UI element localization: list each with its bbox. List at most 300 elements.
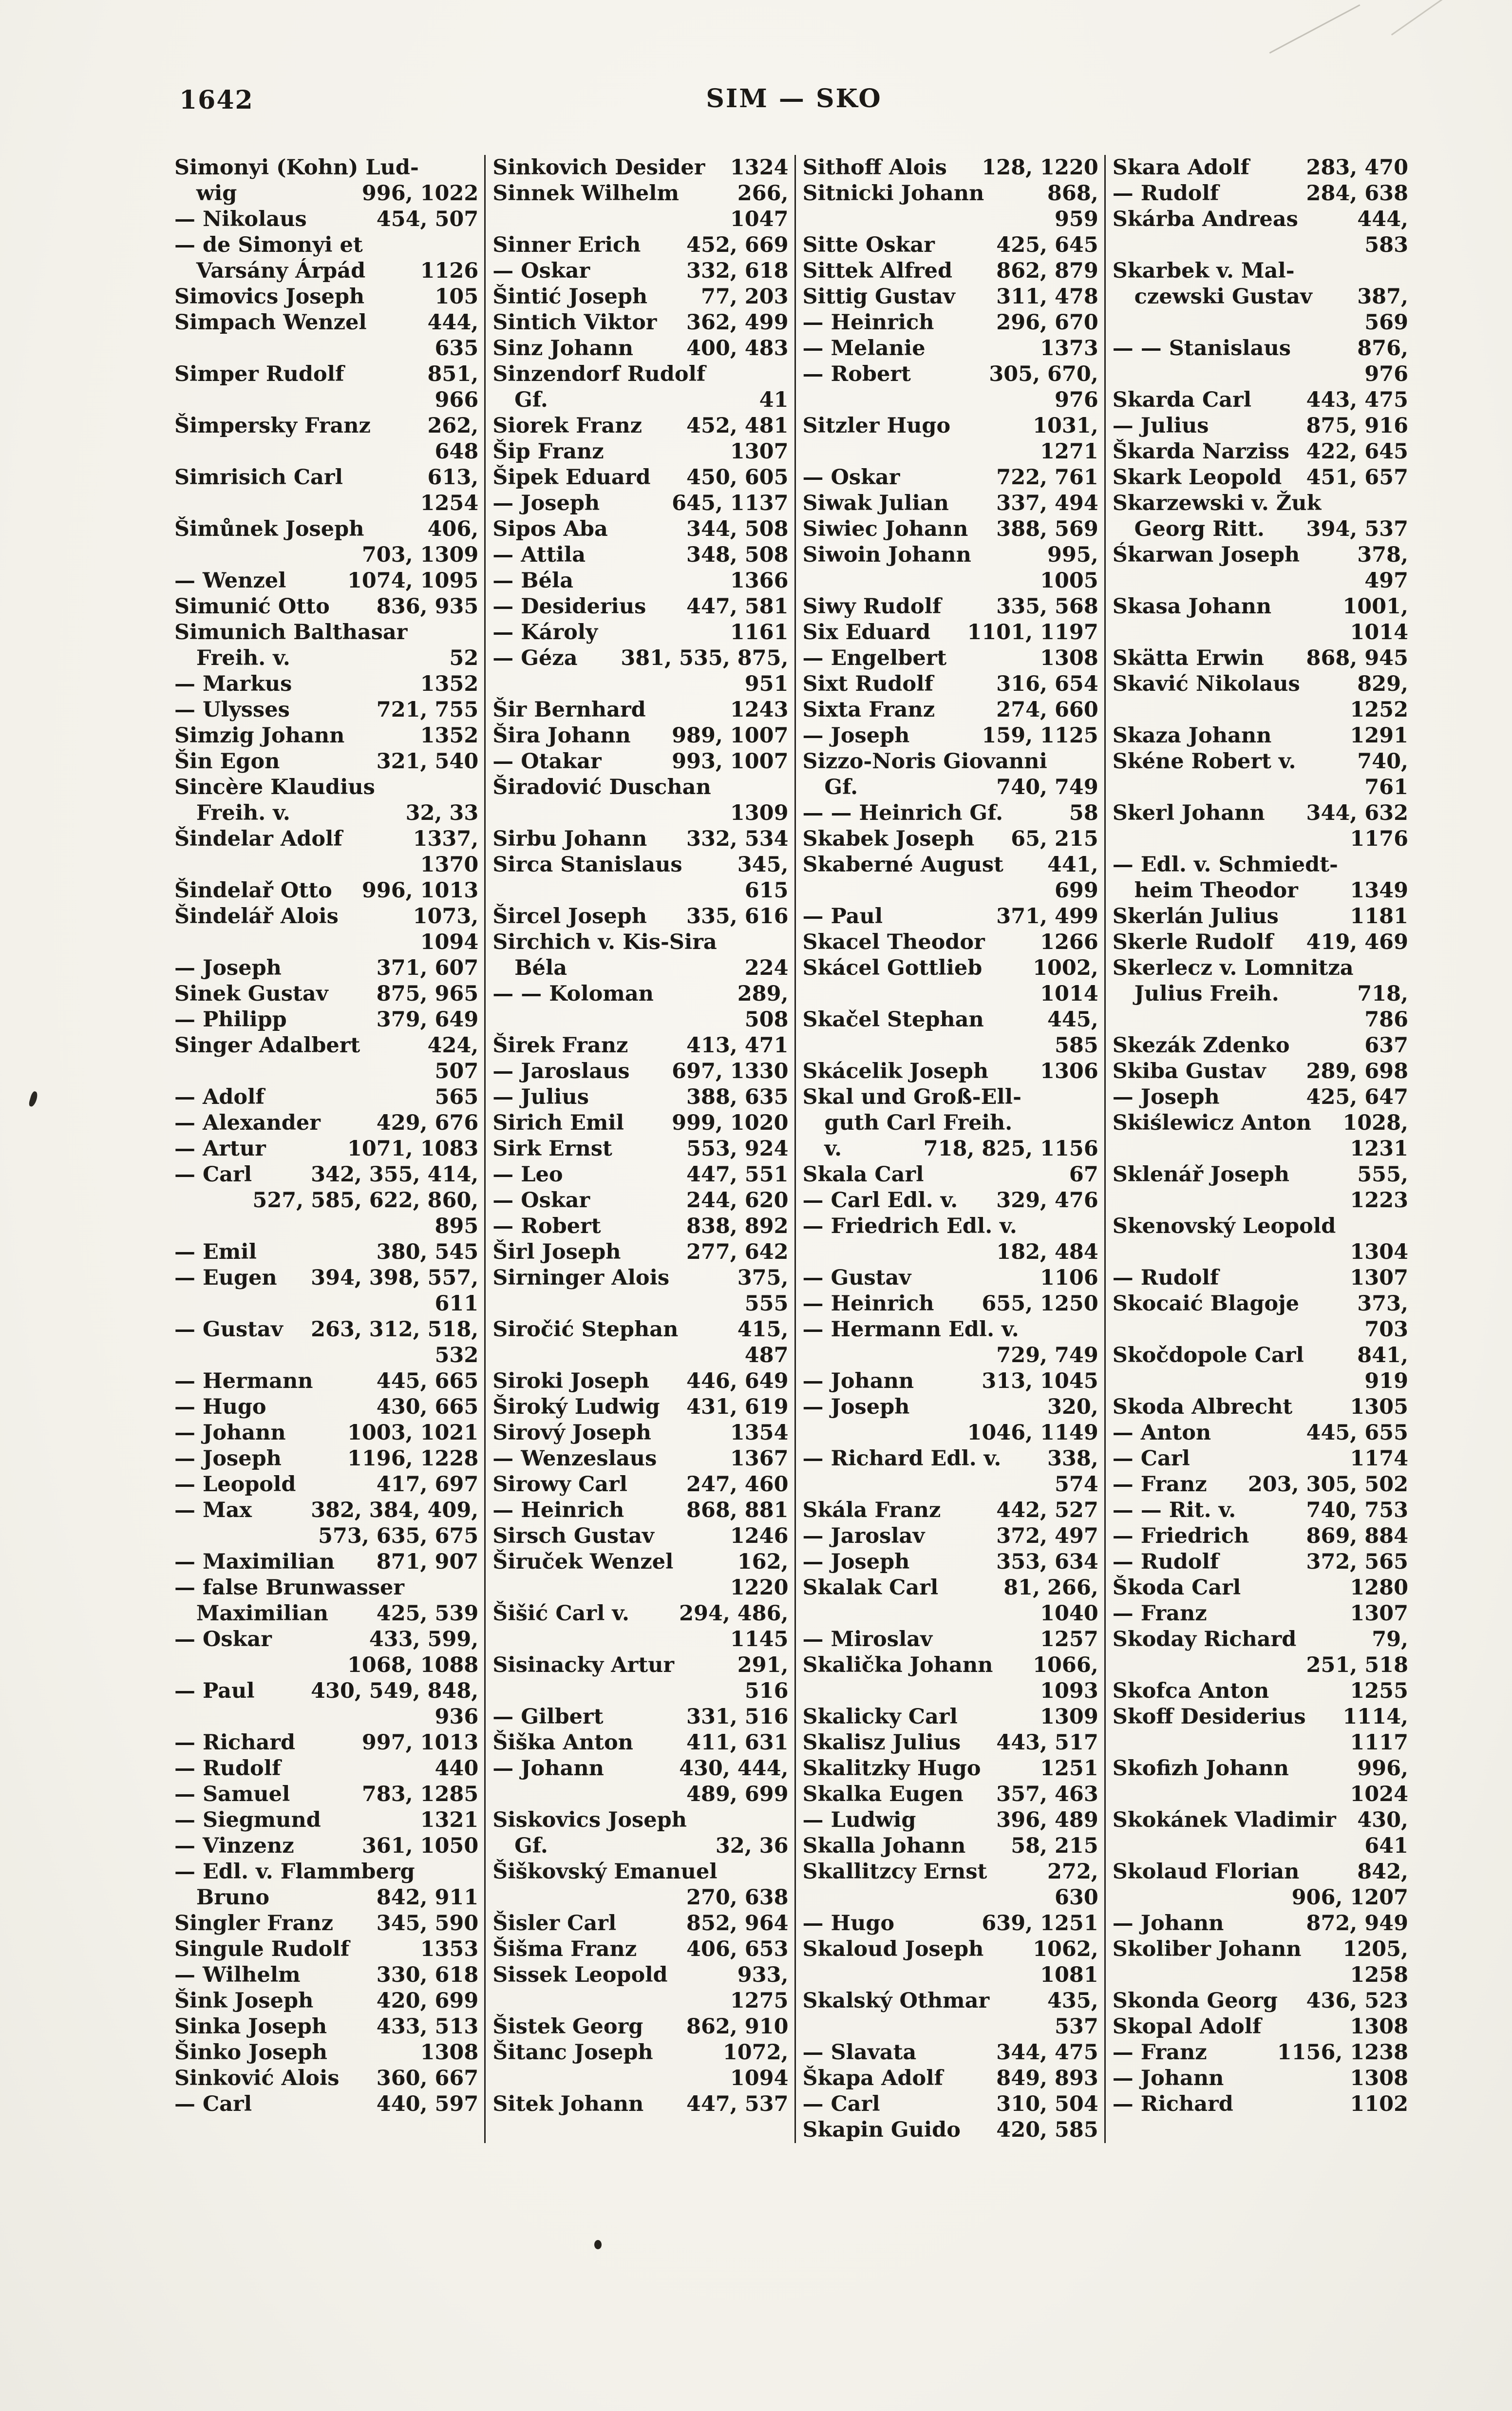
index-line — [174, 2066, 478, 2091]
index-line — [174, 232, 478, 258]
index-line — [492, 1807, 788, 1833]
entry-name: Skačel Stephan — [802, 1007, 984, 1032]
entry-name: — Gustav — [802, 1266, 911, 1290]
entry-name: Skofizh Johann — [1112, 1756, 1289, 1781]
entry-pages: 1251 — [1040, 1756, 1098, 1781]
index-line — [803, 1936, 1098, 1962]
entry-pages: 32, 33 — [405, 801, 479, 825]
index-line — [803, 568, 1098, 594]
index-line — [174, 800, 478, 826]
index-line — [492, 1394, 788, 1420]
index-line — [174, 723, 478, 749]
index-line — [1113, 232, 1408, 258]
index-line — [1113, 1859, 1408, 1885]
index-line — [803, 1446, 1098, 1472]
index-line — [492, 1188, 788, 1214]
index-line — [492, 258, 788, 284]
index-line — [492, 1033, 788, 1059]
entry-name: — Gilbert — [492, 1705, 604, 1729]
entry-name: — Siegmund — [174, 1808, 321, 1832]
entry-name: Sklenář Joseph — [1112, 1162, 1289, 1187]
entry-name: Škarda Narziss — [1112, 439, 1290, 464]
index-line — [803, 2040, 1098, 2066]
entry-pages: 433, 513 — [376, 2014, 479, 2039]
entry-name: Skoff Desiderius — [1112, 1705, 1306, 1729]
entry-pages: 443, 475 — [1306, 388, 1408, 412]
entry-name: Skofca Anton — [1112, 1679, 1269, 1703]
entry-name: Sirový Joseph — [492, 1421, 651, 1445]
entry-name: — Béla — [492, 569, 574, 593]
entry-name: Skalicky Carl — [802, 1705, 958, 1729]
entry-pages: 1101, 1197 — [967, 620, 1098, 645]
index-line — [1113, 516, 1408, 542]
entry-name: Skallitzcy Ernst — [802, 1860, 987, 1884]
entry-name: — — Koloman — [492, 982, 654, 1006]
entry-name: Freih. v. — [174, 801, 290, 825]
entry-name: Skarzewski v. Žuk — [1112, 491, 1322, 515]
entry-name: Šišma Franz — [492, 1937, 637, 1961]
entry-name: Sincère Klaudius — [174, 775, 375, 799]
index-line — [1113, 207, 1408, 232]
index-line — [174, 1007, 478, 1033]
entry-name: Sinkovich Desider — [492, 155, 705, 180]
entry-pages: 1094 — [730, 2066, 789, 2090]
entry-name: Simonyi (Kohn) Lud- — [174, 155, 419, 180]
entry-name: Sitte Oskar — [802, 233, 935, 257]
entry-pages: 431, 619 — [686, 1395, 789, 1419]
index-line — [803, 1007, 1098, 1033]
entry-pages: 1005 — [1040, 569, 1098, 593]
index-line — [492, 491, 788, 516]
entry-name: Šisler Carl — [492, 1911, 617, 1936]
entry-pages: 283, 470 — [1306, 155, 1408, 180]
index-line — [174, 697, 478, 723]
entry-name: Skarda Carl — [1112, 388, 1252, 412]
entry-pages: 1353 — [420, 1937, 479, 1961]
entry-pages: 697, 1330 — [672, 1059, 789, 1083]
entry-pages: 489, 699 — [686, 1782, 789, 1806]
index-line — [174, 2040, 478, 2066]
index-line — [1113, 2091, 1408, 2117]
index-line — [1113, 1343, 1408, 1368]
index-line — [1113, 1420, 1408, 1446]
entry-pages: 430, 549, 848, — [311, 1679, 479, 1703]
index-line — [174, 1549, 478, 1575]
index-line — [1113, 955, 1408, 981]
entry-name: Siwak Julian — [802, 491, 949, 515]
entry-name: Šindelar Adolf — [174, 827, 342, 851]
entry-pages: 1031, — [1033, 414, 1098, 438]
entry-pages: 1174 — [1350, 1446, 1408, 1471]
entry-pages: 425, 645 — [996, 233, 1098, 257]
entry-pages: 251, 518 — [1306, 1653, 1408, 1677]
entry-name: Širuček Wenzel — [492, 1550, 674, 1574]
entry-name: Šintić Joseph — [492, 285, 648, 309]
entry-name: Sirca Stanislaus — [492, 853, 682, 877]
entry-pages: 1002, — [1033, 956, 1098, 980]
entry-name: Šitanc Joseph — [492, 2040, 653, 2065]
entry-pages: 362, 499 — [686, 310, 789, 335]
entry-pages: 344, 475 — [996, 2040, 1098, 2065]
entry-name: — Edl. v. Flammberg — [174, 1860, 415, 1884]
entry-pages: 703 — [1364, 1317, 1408, 1342]
index-line — [174, 1911, 478, 1936]
index-line — [803, 826, 1098, 852]
index-line — [174, 1627, 478, 1652]
entry-name: — Hermann Edl. v. — [802, 1317, 1019, 1342]
entry-pages: 565 — [435, 1085, 479, 1109]
entry-pages: 446, 649 — [686, 1369, 789, 1393]
entry-name: Siročić Stephan — [492, 1317, 679, 1342]
entry-name: Skaza Johann — [1112, 723, 1272, 748]
index-line — [492, 1833, 788, 1859]
entry-name: Sittig Gustav — [802, 285, 955, 309]
index-line — [492, 1472, 788, 1498]
entry-name: — Leopold — [174, 1472, 296, 1497]
entry-pages: 919 — [1364, 1369, 1408, 1393]
entry-pages: 182, 484 — [996, 1240, 1098, 1264]
index-line — [803, 1343, 1098, 1368]
index-line — [1113, 465, 1408, 491]
entry-pages: 740, 749 — [996, 775, 1098, 799]
entry-name: Sinz Johann — [492, 336, 633, 361]
entry-pages: 718, 825, 1156 — [923, 1137, 1098, 1161]
entry-pages: 335, 616 — [686, 904, 789, 929]
index-line — [174, 1807, 478, 1833]
entry-name: — Richard — [1112, 2092, 1233, 2116]
index-line — [492, 697, 788, 723]
entry-name: Skalisz Julius — [802, 1730, 961, 1755]
entry-pages: 497 — [1364, 569, 1408, 593]
index-line — [803, 878, 1098, 904]
entry-pages: 645, 1137 — [672, 491, 789, 515]
entry-name: — Edl. v. Schmiedt- — [1112, 853, 1338, 877]
entry-pages: 976 — [1054, 388, 1098, 412]
entry-name: Sithoff Alois — [802, 155, 947, 180]
entry-pages: 396, 489 — [996, 1808, 1098, 1832]
entry-pages: 162, — [737, 1550, 789, 1574]
entry-pages: 430, 444, — [679, 1756, 789, 1781]
entry-pages: 613, — [427, 465, 479, 490]
index-line — [803, 1420, 1098, 1446]
entry-name: — Engelbert — [802, 646, 947, 670]
index-line — [492, 284, 788, 310]
entry-pages: 875, 965 — [376, 982, 479, 1006]
index-line — [492, 981, 788, 1007]
index-line — [803, 981, 1098, 1007]
entry-name: — Melanie — [802, 336, 926, 361]
index-line — [174, 1523, 478, 1549]
entry-name: Skéne Robert v. — [1112, 749, 1296, 774]
entry-name: Skabek Joseph — [802, 827, 975, 851]
entry-pages: 81, 266, — [1003, 1576, 1098, 1600]
entry-pages: 871, 907 — [376, 1550, 479, 1574]
entry-name: — Gustav — [174, 1317, 283, 1342]
entry-pages: 444, — [427, 310, 479, 335]
entry-pages: 440, 597 — [376, 2092, 479, 2116]
index-line — [1113, 1627, 1408, 1652]
index-line — [174, 181, 478, 207]
entry-pages: 1073, — [413, 904, 479, 929]
entry-name: — Oskar — [492, 259, 590, 283]
index-line — [803, 2014, 1098, 2040]
entry-name: — Attila — [492, 543, 586, 567]
entry-pages: 277, 642 — [686, 1240, 789, 1264]
entry-pages: 65, 215 — [1011, 827, 1098, 851]
index-line — [1113, 1704, 1408, 1730]
entry-name: Singule Rudolf — [174, 1937, 350, 1961]
entry-pages: 966 — [435, 388, 479, 412]
index-line — [1113, 2014, 1408, 2040]
entry-name: — Nikolaus — [174, 207, 307, 231]
entry-name: Skoda Albrecht — [1112, 1395, 1293, 1419]
entry-pages: 284, 638 — [1306, 181, 1408, 206]
entry-name: Sisinacky Artur — [492, 1653, 675, 1677]
entry-name: Skätta Erwin — [1112, 646, 1265, 670]
entry-pages: 1307 — [1350, 1266, 1408, 1290]
index-line — [174, 1214, 478, 1239]
entry-name: wig — [174, 181, 237, 206]
entry-pages: 294, 486, — [679, 1601, 789, 1626]
index-line — [174, 310, 478, 336]
entry-pages: 740, — [1357, 749, 1408, 774]
entry-pages: 203, 305, 502 — [1247, 1472, 1408, 1497]
entry-pages: 1081 — [1040, 1963, 1098, 1987]
index-line — [174, 645, 478, 671]
entry-name: Skácelik Joseph — [802, 1059, 989, 1083]
entry-pages: 1074, 1095 — [347, 569, 479, 593]
entry-name: — Károly — [492, 620, 598, 645]
index-line — [492, 852, 788, 878]
index-line — [803, 594, 1098, 620]
scan-artifact — [594, 2240, 602, 2249]
entry-pages: 379, 649 — [376, 1007, 479, 1032]
entry-pages: 1003, 1021 — [347, 1421, 479, 1445]
entry-name: — Heinrich — [492, 1498, 624, 1522]
entry-name: — Heinrich — [802, 1291, 934, 1316]
entry-pages: 996, — [1357, 1756, 1408, 1781]
entry-pages: 1068, 1088 — [347, 1653, 479, 1677]
entry-pages: 1072, — [722, 2040, 789, 2065]
entry-name: — Richard Edl. v. — [802, 1446, 1002, 1471]
index-line — [492, 568, 788, 594]
entry-pages: 1349 — [1350, 878, 1408, 903]
entry-pages: 875, 916 — [1306, 414, 1408, 438]
index-line — [1113, 1110, 1408, 1136]
index-line — [1113, 310, 1408, 336]
entry-pages: 951 — [744, 672, 789, 696]
entry-name: Šindelář Alois — [174, 904, 339, 929]
index-line — [174, 1575, 478, 1601]
index-line — [803, 1136, 1098, 1162]
entry-pages: 1254 — [420, 491, 479, 515]
entry-name: Sirbu Johann — [492, 827, 647, 851]
entry-name: Šišić Carl v. — [492, 1601, 630, 1626]
entry-pages: 1352 — [420, 723, 479, 748]
index-line — [492, 1317, 788, 1343]
index-line — [803, 1394, 1098, 1420]
entry-name: — Paul — [174, 1679, 255, 1703]
index-line — [1113, 1136, 1408, 1162]
entry-name: Sinka Joseph — [174, 2014, 327, 2039]
entry-pages: 1040 — [1040, 1601, 1098, 1626]
entry-pages: 722, 761 — [996, 465, 1098, 490]
scan-artifact — [1391, 0, 1448, 36]
entry-pages: 933, — [737, 1963, 789, 1987]
entry-name: Šin Egon — [174, 749, 280, 774]
index-line — [174, 1265, 478, 1291]
entry-pages: 436, 523 — [1306, 1989, 1408, 2013]
entry-pages: 1024 — [1350, 1782, 1408, 1806]
entry-name: — Maximilian — [174, 1550, 335, 1574]
entry-pages: 382, 384, 409, — [311, 1498, 479, 1522]
entry-pages: 378, — [1357, 543, 1408, 567]
index-line — [1113, 439, 1408, 465]
entry-name: — Johann — [802, 1369, 914, 1393]
entry-pages: 1220 — [730, 1576, 789, 1600]
scan-artifact — [1269, 4, 1361, 54]
entry-pages: 1271 — [1040, 439, 1098, 464]
entry-pages: 842, 911 — [376, 1885, 479, 1910]
entry-pages: 413, 471 — [686, 1033, 789, 1058]
entry-name: Sirich Emil — [492, 1111, 624, 1135]
entry-name: Skezák Zdenko — [1112, 1033, 1290, 1058]
index-line — [492, 930, 788, 955]
index-line — [492, 310, 788, 336]
entry-pages: 272, — [1047, 1860, 1098, 1884]
entry-name: Georg Ritt. — [1112, 517, 1265, 541]
entry-pages: 1014 — [1040, 982, 1098, 1006]
index-line — [803, 1988, 1098, 2014]
index-line — [803, 749, 1098, 775]
entry-pages: 630 — [1054, 1885, 1098, 1910]
entry-pages: 331, 516 — [686, 1705, 789, 1729]
entry-pages: 999, 1020 — [672, 1111, 789, 1135]
index-line — [1113, 1782, 1408, 1807]
entry-name: Sirowy Carl — [492, 1472, 628, 1497]
entry-name: — Hermann — [174, 1369, 313, 1393]
entry-pages: 360, 667 — [376, 2066, 479, 2090]
index-line — [803, 1214, 1098, 1239]
entry-name: — Rudolf — [1112, 1266, 1219, 1290]
entry-name: Sixta Franz — [802, 698, 935, 722]
entry-pages: 361, 1050 — [361, 1834, 479, 1858]
entry-name: — Anton — [1112, 1421, 1211, 1445]
entry-pages: 1307 — [730, 439, 789, 464]
entry-pages: 729, 749 — [996, 1343, 1098, 1367]
index-line — [492, 155, 788, 181]
entry-pages: 1028, — [1342, 1111, 1408, 1135]
entry-name: Julius Freih. — [1112, 982, 1279, 1006]
index-line — [803, 723, 1098, 749]
index-line — [803, 1472, 1098, 1498]
index-line — [803, 439, 1098, 465]
entry-name: — Adolf — [174, 1085, 265, 1109]
entry-pages: 406, — [427, 517, 479, 541]
entry-name: — Samuel — [174, 1782, 290, 1806]
entry-name: — Ludwig — [802, 1808, 916, 1832]
entry-name: — Rudolf — [174, 1756, 281, 1781]
index-line — [803, 800, 1098, 826]
entry-name: Sinek Gustav — [174, 982, 328, 1006]
index-line — [1113, 1523, 1408, 1549]
index-line — [492, 2014, 788, 2040]
entry-pages: 440 — [435, 1756, 479, 1781]
index-line — [803, 645, 1098, 671]
index-line — [803, 310, 1098, 336]
entry-pages: 445, 665 — [376, 1369, 479, 1393]
entry-name: — Jaroslav — [802, 1524, 925, 1548]
entry-pages: 895 — [435, 1214, 479, 1238]
index-line — [174, 1162, 478, 1188]
index-line — [1113, 258, 1408, 284]
entry-pages: 1366 — [730, 569, 789, 593]
entry-pages: 1205, — [1342, 1937, 1408, 1961]
entry-pages: 321, 540 — [376, 749, 479, 774]
index-line — [492, 1136, 788, 1162]
entry-pages: 105 — [435, 285, 479, 309]
index-line — [492, 2091, 788, 2117]
index-line — [492, 361, 788, 387]
index-columns — [174, 155, 1414, 2143]
index-line — [1113, 1833, 1408, 1859]
index-line — [803, 361, 1098, 387]
entry-pages: 1321 — [420, 1808, 479, 1832]
index-line — [174, 1730, 478, 1756]
entry-pages: 291, — [737, 1653, 789, 1677]
entry-name: — Johann — [1112, 1911, 1224, 1936]
entry-pages: 320, — [1047, 1395, 1098, 1419]
entry-pages: 1291 — [1350, 723, 1408, 748]
entry-name: Široký Ludwig — [492, 1395, 660, 1419]
entry-pages: 849, 893 — [996, 2066, 1098, 2090]
entry-pages: 553, 924 — [686, 1137, 789, 1161]
entry-pages: 1308 — [1040, 646, 1098, 670]
entry-pages: 1308 — [1350, 2014, 1408, 2039]
entry-pages: 532 — [435, 1343, 479, 1367]
entry-pages: 332, 534 — [686, 827, 789, 851]
entry-pages: 1367 — [730, 1446, 789, 1471]
index-line — [1113, 1291, 1408, 1317]
entry-name: Varsány Árpád — [174, 259, 366, 283]
entry-name: Simunich Balthasar — [174, 620, 408, 645]
entry-pages: 442, 527 — [996, 1498, 1098, 1522]
entry-name: — Oskar — [802, 465, 900, 490]
index-line — [492, 232, 788, 258]
entry-name: Sissek Leopold — [492, 1963, 668, 1987]
index-line — [174, 981, 478, 1007]
index-line — [492, 1627, 788, 1652]
index-line — [174, 1420, 478, 1446]
index-line — [492, 1343, 788, 1368]
index-line — [174, 1962, 478, 1988]
entry-pages: 452, 669 — [686, 233, 789, 257]
entry-pages: 305, 670, — [989, 362, 1098, 386]
index-line — [803, 284, 1098, 310]
index-line — [492, 1782, 788, 1807]
entry-name: Šipek Eduard — [492, 465, 651, 490]
index-line — [174, 878, 478, 904]
entry-pages: 989, 1007 — [672, 723, 789, 748]
entry-name: — Richard — [174, 1730, 296, 1755]
entry-pages: 1062, — [1033, 1937, 1098, 1961]
entry-pages: 703, 1309 — [361, 543, 479, 567]
entry-name: — Franz — [1112, 1601, 1207, 1626]
entry-pages: 1156, 1238 — [1277, 2040, 1408, 2065]
entry-pages: 433, 599, — [369, 1627, 479, 1652]
index-line — [174, 1833, 478, 1859]
index-line — [174, 1110, 478, 1136]
